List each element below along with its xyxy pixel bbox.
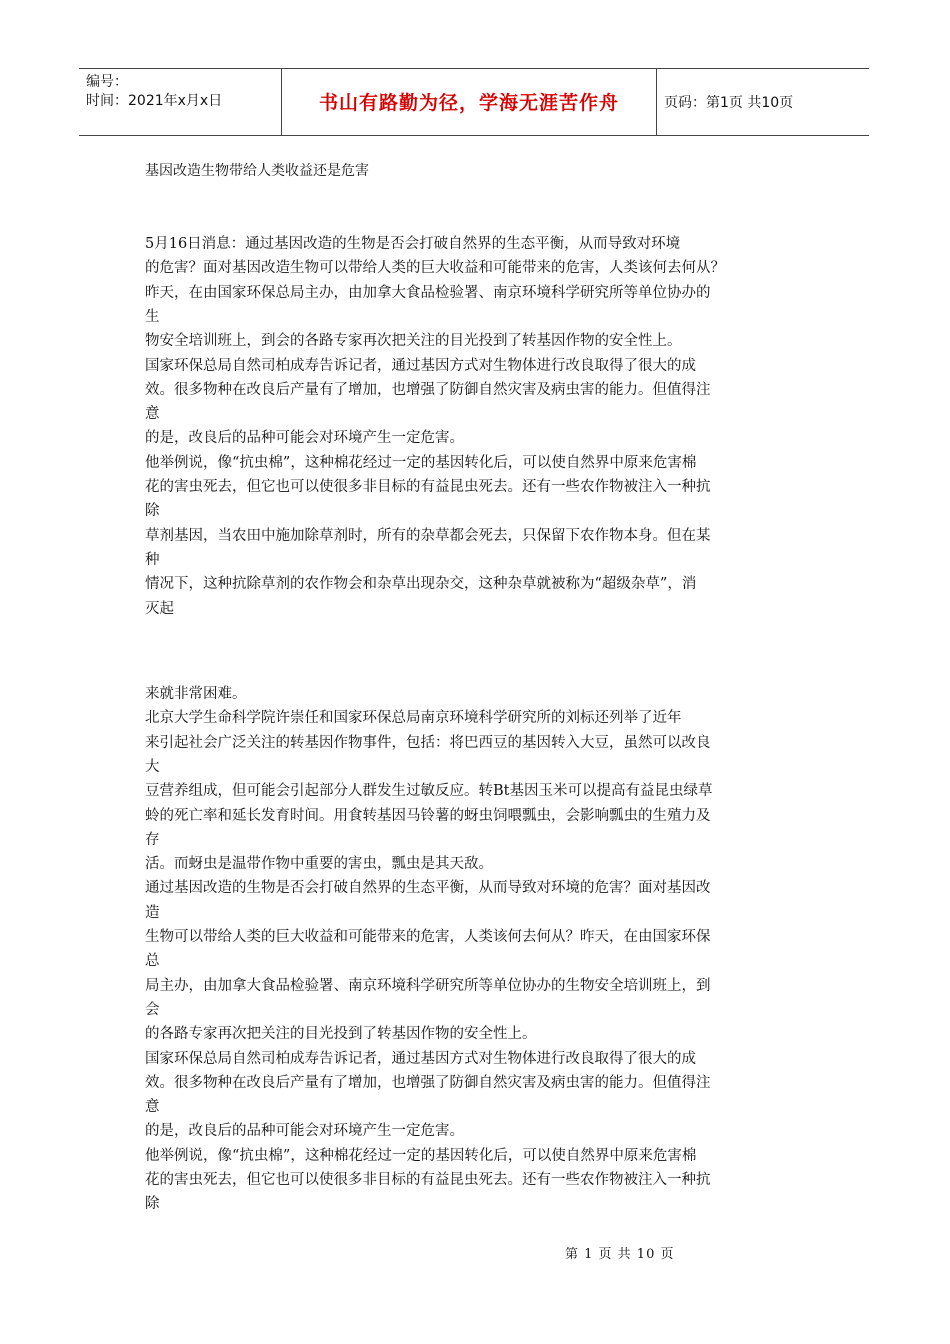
body-line: 效。很多物种在改良后产量有了增加，也增强了防御自然灾害及病虫害的能力。但值得注 <box>145 382 711 398</box>
body-line: 大 <box>145 759 160 775</box>
body-line: 意 <box>145 1099 160 1115</box>
body-line: 物安全培训班上，到会的各路专家再次把关注的目光投到了转基因作物的安全性上。 <box>145 333 682 349</box>
body-line: 通过基因改造的生物是否会打破自然界的生态平衡，从而导致对环境的危害？面对基因改 <box>145 880 711 896</box>
body-line: 存 <box>145 832 160 848</box>
body-line: 灭起 <box>145 601 174 617</box>
body-line: 北京大学生命科学院许崇任和国家环保总局南京环境科学研究所的刘标还列举了近年 <box>145 710 682 726</box>
page-footer: 第 1 页 共 10 页 <box>565 1247 675 1262</box>
body-line: 5月16日消息：通过基因改造的生物是否会打破自然界的生态平衡，从而导致对环境 <box>145 236 681 252</box>
body-line: 豆营养组成，但可能会引起部分人群发生过敏反应。转Bt基因玉米可以提高有益昆虫绿草 <box>145 783 713 799</box>
body-line: 的是，改良后的品种可能会对环境产生一定危害。 <box>145 430 464 446</box>
body-line: 生物可以带给人类的巨大收益和可能带来的危害，人类该何去何从？昨天，在由国家环保 <box>145 929 711 945</box>
body-line: 造 <box>145 905 160 921</box>
body-line: 蛉的死亡率和延长发育时间。用食转基因马铃薯的蚜虫饲喂瓢虫，会影响瓢虫的生殖力及 <box>145 808 711 824</box>
body-line: 会 <box>145 1002 160 1018</box>
body-line: 国家环保总局自然司柏成寿告诉记者，通过基因方式对生物体进行改良取得了很大的成 <box>145 1051 696 1067</box>
body-line: 来引起社会广泛关注的转基因作物事件，包括：将巴西豆的基因转入大豆，虽然可以改良 <box>145 735 711 751</box>
article-title: 基因改造生物带给人类收益还是危害 <box>145 163 369 179</box>
body-line: 他举例说，像“抗虫棉”，这种棉花经过一定的基因转化后，可以使自然界中原来危害棉 <box>145 455 697 471</box>
body-line: 草剂基因，当农田中施加除草剂时，所有的杂草都会死去，只保留下农作物本身。但在某 <box>145 528 711 544</box>
header-motto: 书山有路勤为径，学海无涯苦作舟 <box>318 92 619 114</box>
body-line: 的是，改良后的品种可能会对环境产生一定危害。 <box>145 1123 464 1139</box>
body-line: 除 <box>145 1196 160 1212</box>
body-line: 国家环保总局自然司柏成寿告诉记者，通过基因方式对生物体进行改良取得了很大的成 <box>145 358 696 374</box>
body-line: 昨天，在由国家环保总局主办，由加拿大食品检验署、南京环境科学研究所等单位协办的 <box>145 285 711 301</box>
body-line: 情况下，这种抗除草剂的农作物会和杂草出现杂交，这种杂草就被称为“超级杂草”，消 <box>145 576 697 592</box>
body-line: 除 <box>145 503 160 519</box>
body-line: 花的害虫死去，但它也可以使很多非目标的有益昆虫死去。还有一些农作物被注入一种抗 <box>145 479 711 495</box>
body-line: 来就非常困难。 <box>145 686 247 702</box>
document-number-label: 编号： <box>86 74 128 90</box>
header-divider-right <box>656 68 657 135</box>
body-line: 他举例说，像“抗虫棉”，这种棉花经过一定的基因转化后，可以使自然界中原来危害棉 <box>145 1148 697 1164</box>
body-line: 生 <box>145 309 160 325</box>
body-line: 意 <box>145 406 160 422</box>
body-line: 花的害虫死去，但它也可以使很多非目标的有益昆虫死去。还有一些农作物被注入一种抗 <box>145 1172 711 1188</box>
body-line: 的各路专家再次把关注的目光投到了转基因作物的安全性上。 <box>145 1026 537 1042</box>
body-line: 种 <box>145 552 160 568</box>
body-line: 总 <box>145 953 160 969</box>
header-bottom-rule <box>79 135 869 136</box>
body-line: 效。很多物种在改良后产量有了增加，也增强了防御自然灾害及病虫害的能力。但值得注 <box>145 1075 711 1091</box>
body-line: 活。而蚜虫是温带作物中重要的害虫，瓢虫是其天敌。 <box>145 856 493 872</box>
body-line: 局主办，由加拿大食品检验署、南京环境科学研究所等单位协办的生物安全培训班上，到 <box>145 978 711 994</box>
page-number-label: 页码：第1页 共10页 <box>664 95 794 111</box>
body-line: 的危害？面对基因改造生物可以带给人类的巨大收益和可能带来的危害，人类该何去何从？ <box>145 260 725 276</box>
document-date-label: 时间：2021年x月x日 <box>86 93 223 109</box>
